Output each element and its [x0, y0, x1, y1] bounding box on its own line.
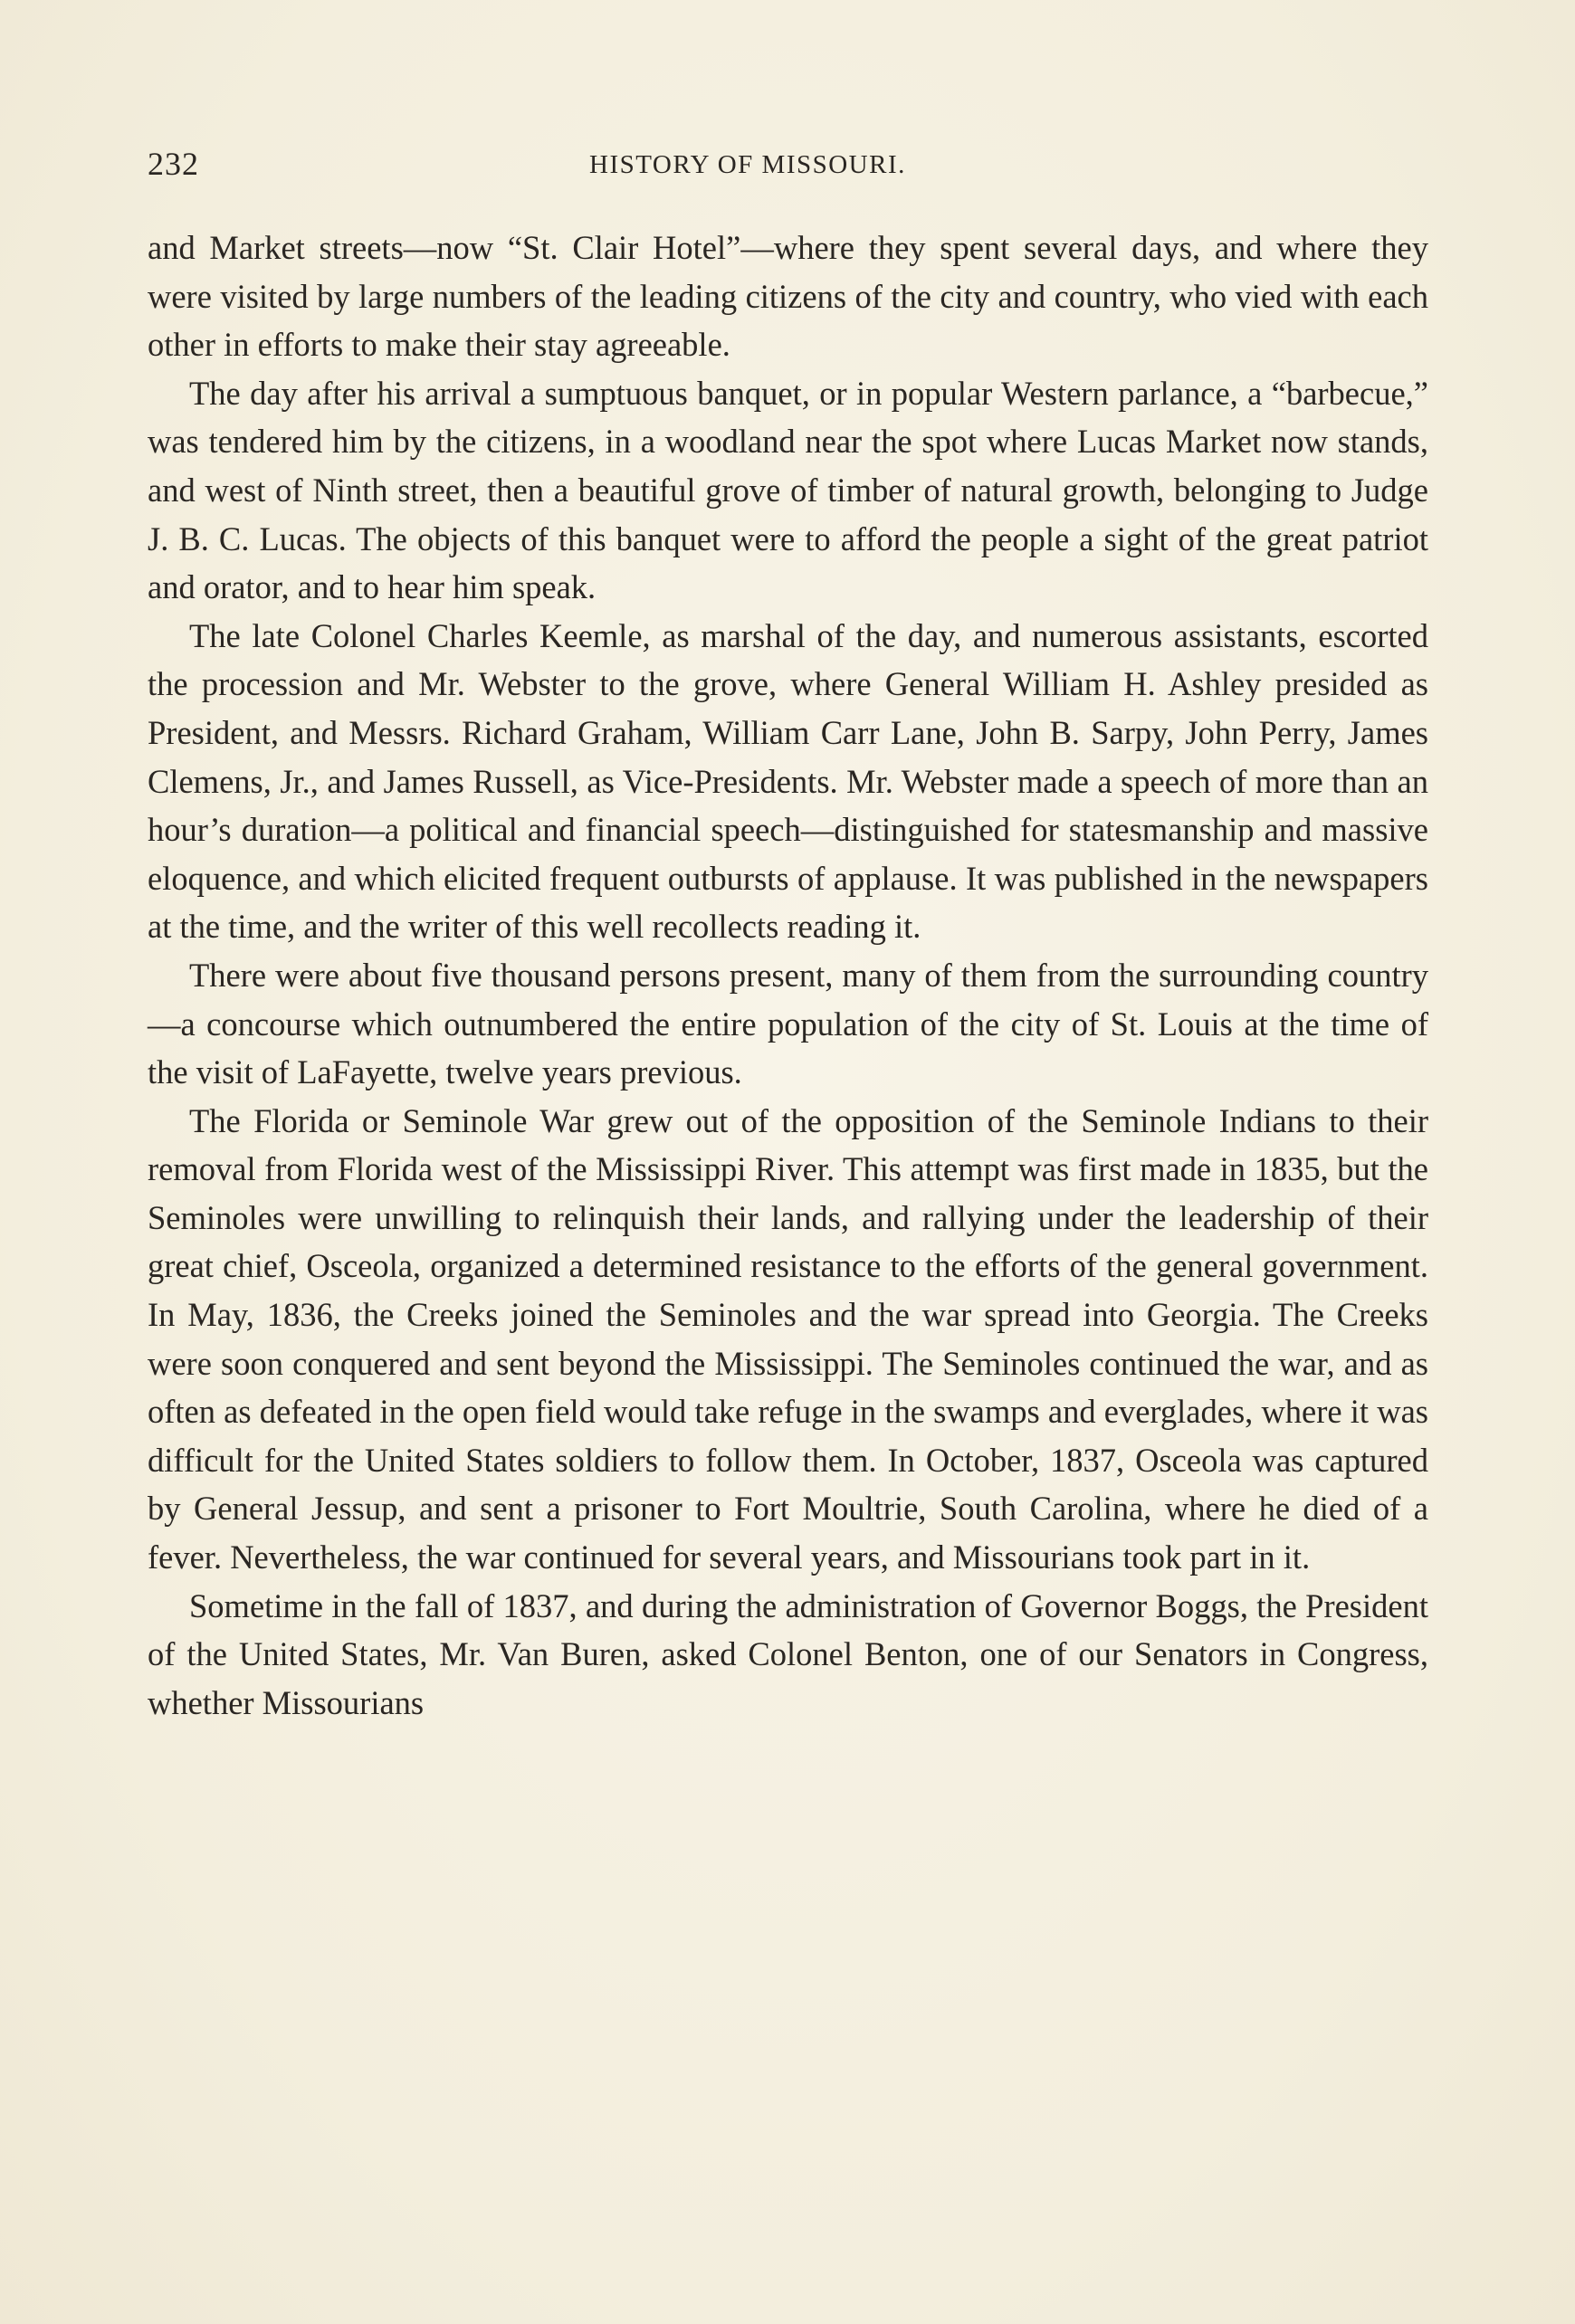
running-head: HISTORY OF MISSOURI.	[589, 150, 906, 179]
page-number: 232	[148, 146, 199, 182]
paragraph: There were about five thousand persons present, many of them from the surrounding country—a concourse which outnumbered the entire population of the city of St. Louis at the time of the visit of LaFayette, twelve years previous.	[148, 956, 1428, 1091]
paragraph: and Market streets—now “St. Clair Hotel”—where they spent several days, and where they were visited by large numbers of the leading citizens of the city and country, who vied with each other in efforts to make their stay agreeable.	[148, 229, 1428, 364]
paragraph: The Florida or Seminole War grew out of the opposition of the Seminole Indians to their removal from Florida west of the Mississippi River. This attempt was first made in 1835, but the Seminoles were unwilling to relinquish their lands, and rallying under the leadership of their great chief, Osceola, organized a determined resistance to the efforts of the general government. In May, 1836, the Creeks joined the Seminoles and the war spread into Georgia. The Creeks were soon conquered and sent beyond the Mississippi. The Seminoles continued the war, and as often as defeated in the open field would take refuge in the swamps and everglades, where it was difficult for the United States soldiers to follow them. In October, 1837, Osceola was captured by General Jessup, and sent a prisoner to Fort Moultrie, South Carolina, where he died of a fever. Nevertheless, the war continued for several years, and Missourians took part in it.	[148, 1101, 1428, 1576]
page-header	[148, 145, 1433, 188]
paragraph: The late Colonel Charles Keemle, as marshal of the day, and numerous assistants, escorted the procession and Mr. Webster to the grove, where General William H. Ashley presided as President, and Messrs. Richard Graham, William Carr Lane, John B. Sarpy, John Perry, James Clemens, Jr., and James Russell, as Vice-Presidents. Mr. Webster made a speech of more than an hour’s duration—a political and financial speech—distinguished for statesmanship and massive eloquence, and which elicited frequent outbursts of applause. It was published in the newspapers at the time, and the writer of this well recollects reading it.	[148, 616, 1428, 946]
paragraph: The day after his arrival a sumptuous banquet, or in popular Western parlance, a “barbecue,” was tendered him by the citizens, in a woodland near the spot where Lucas Market now stands, and west of Ninth street, then a beautiful grove of timber of natural growth, belonging to Judge J. B. C. Lucas. The objects of this banquet were to afford the people a sight of the great patriot and orator, and to hear him speak.	[148, 374, 1428, 606]
body-text	[148, 224, 1428, 1727]
paragraph: Sometime in the fall of 1837, and during the administration of Governor Boggs, the President of the United States, Mr. Van Buren, asked Colonel Benton, one of our Senators in Congress, whether Missourians	[148, 1586, 1428, 1721]
